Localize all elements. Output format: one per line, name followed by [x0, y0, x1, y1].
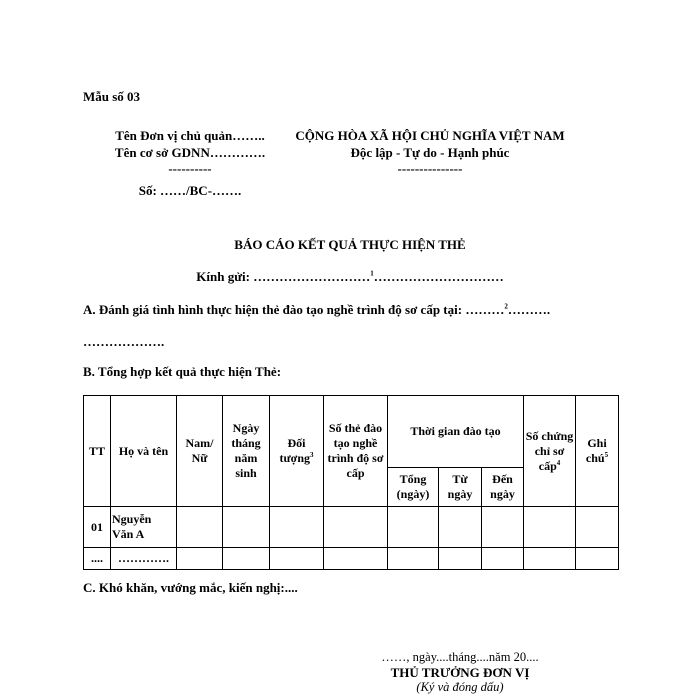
row-card-number	[324, 548, 388, 570]
report-title: BÁO CÁO KẾT QUẢ THỰC HIỆN THẺ	[234, 237, 466, 252]
header-target-footnote: 3	[310, 451, 314, 459]
row-total-days	[388, 507, 439, 548]
signing-date: ……, ngày....tháng....năm 20....	[381, 650, 539, 664]
row-certificate	[524, 507, 576, 548]
row-tt: 01	[84, 507, 111, 548]
row-card-number	[324, 507, 388, 548]
row-to-date	[482, 507, 524, 548]
header-notes	[576, 396, 619, 507]
header-certificate-footnote: 4	[556, 458, 561, 467]
section-a-heading	[83, 302, 550, 318]
recipient-footnote: 1	[370, 269, 374, 278]
section-a-text: A. Đánh giá tình hình thực hiện thẻ đào tạo nghề trình độ sơ cấp tại: ………	[83, 302, 505, 317]
header-certificate-label: Số chứng chỉ sơ cấp	[525, 428, 574, 473]
right-dashes: ---------------	[397, 161, 463, 176]
header-training-period: Thời gian đào tạo	[388, 396, 524, 468]
header-target-label: Đối tượng	[279, 436, 310, 465]
signer-title: THỦ TRƯỞNG ĐƠN VỊ	[390, 665, 530, 680]
report-number: Số: ……/BC-…….	[138, 183, 242, 198]
parent-unit-line: Tên Đơn vị chủ quản……..	[115, 128, 265, 143]
header-tt: TT	[84, 396, 111, 507]
row-target	[270, 548, 324, 570]
section-a-footnote: 2	[504, 302, 508, 311]
recipient-suffix: …………………………	[373, 269, 504, 284]
row-dob	[223, 548, 270, 570]
section-c-heading: C. Khó khăn, vướng mắc, kiến nghị:....	[83, 580, 298, 595]
row-gender	[177, 507, 223, 548]
motto: Độc lập - Tự do - Hạnh phúc	[350, 145, 510, 160]
results-table	[83, 395, 619, 570]
table-header-row	[84, 396, 619, 468]
institution-line: Tên cơ sở GDNN………….	[114, 145, 266, 160]
row-from-date	[439, 507, 482, 548]
row-certificate	[524, 548, 576, 570]
country-name: CỘNG HÒA XÃ HỘI CHỦ NGHĨA VIỆT NAM	[295, 128, 565, 143]
table-row	[84, 548, 619, 570]
row-gender	[177, 548, 223, 570]
recipient-prefix: Kính gửi: ………………………	[196, 269, 371, 284]
header-dob: Ngày tháng năm sinh	[223, 396, 270, 507]
row-notes	[576, 548, 619, 570]
section-a-suffix: ……….	[507, 302, 551, 317]
row-notes	[576, 507, 619, 548]
header-card-number: Số thẻ đào tạo nghề trình độ sơ cấp	[324, 396, 388, 507]
row-tt: ....	[84, 548, 111, 570]
header-certificate	[524, 396, 576, 507]
table-row	[84, 507, 619, 548]
sign-instruction: (Ký và đóng dấu)	[416, 680, 504, 694]
header-to-date: Đến ngày	[482, 468, 524, 507]
header-notes-label: Ghi chú	[585, 436, 607, 465]
section-a-continuation: ……………….	[83, 334, 165, 349]
row-total-days	[388, 548, 439, 570]
header-gender: Nam/ Nữ	[177, 396, 223, 507]
header-name: Họ và tên	[111, 396, 177, 507]
section-b-heading: B. Tổng hợp kết quả thực hiện Thẻ:	[83, 364, 282, 379]
row-target	[270, 507, 324, 548]
row-name: ………….	[111, 548, 177, 570]
recipient-line	[0, 269, 700, 285]
row-from-date	[439, 548, 482, 570]
header-from-date: Từ ngày	[439, 468, 482, 507]
row-to-date	[482, 548, 524, 570]
form-code: Mẫu số 03	[83, 89, 141, 104]
row-dob	[223, 507, 270, 548]
row-name: Nguyễn Văn A	[111, 507, 177, 548]
left-dashes: ----------	[168, 161, 212, 176]
header-target	[270, 396, 324, 507]
header-notes-footnote: 5	[604, 451, 609, 459]
header-total-days: Tổng (ngày)	[388, 468, 439, 507]
